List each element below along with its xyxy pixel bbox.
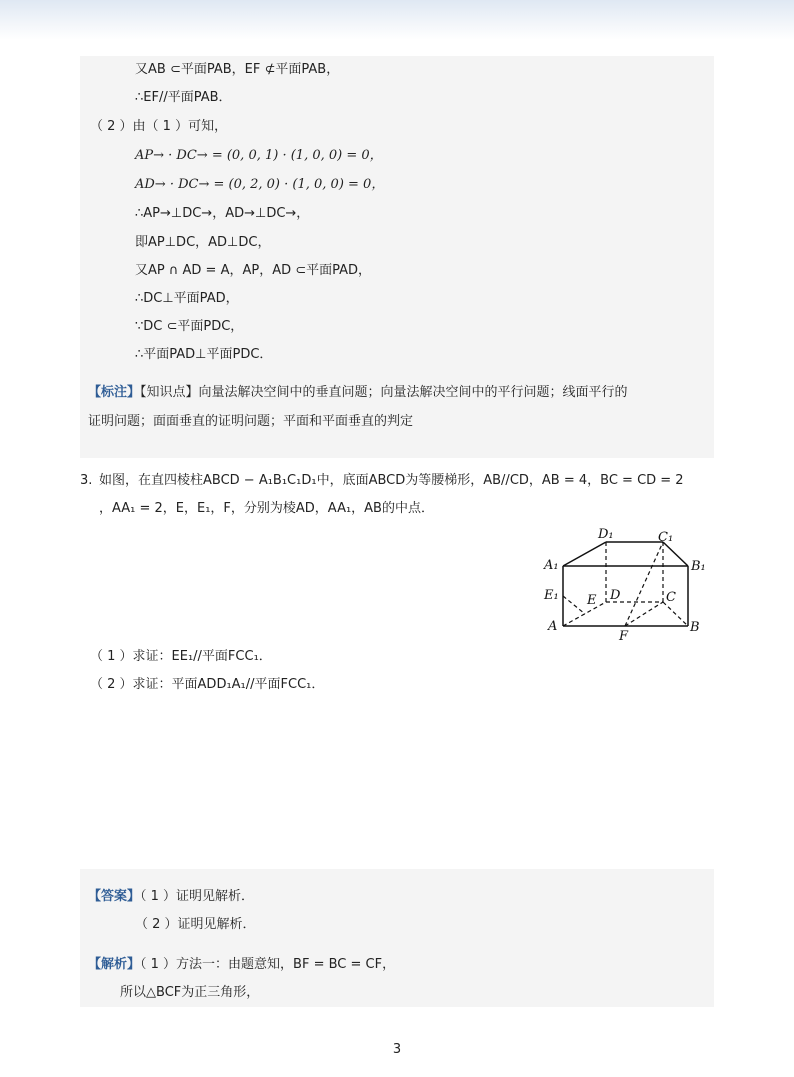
- label-B: B: [690, 620, 700, 635]
- label-E: E: [587, 593, 597, 608]
- solution-line: AP→ · DC→ = (0, 0, 1) · (1, 0, 0) = 0，: [135, 148, 383, 163]
- label-E1: E₁: [544, 588, 559, 603]
- answer-text-1: （ 1 ）证明见解析．: [140, 889, 255, 904]
- note-line-2: 证明问题；面面垂直的证明问题；平面和平面垂直的判定: [88, 414, 414, 429]
- note-text: 【知识点】向量法解决空间中的垂直问题；向量法解决空间中的平行问题；线面平行的: [140, 385, 628, 400]
- question-part-1: （ 1 ）求证：EE₁//平面FCC₁．: [90, 649, 272, 664]
- analysis-line: [88, 955, 395, 975]
- analysis-text-2: 所以△BCF为正三角形，: [120, 985, 260, 1000]
- note-line: [88, 383, 628, 403]
- answer-text-2: （ 2 ）证明见解析．: [135, 917, 256, 932]
- label-C: C: [666, 590, 676, 605]
- label-F: F: [619, 629, 629, 644]
- solution-line: AD→ · DC→ = (0, 2, 0) · (1, 0, 0) = 0，: [135, 177, 385, 192]
- solution-line: ∴EF//平面PAB．: [135, 90, 232, 105]
- answer-block: [80, 869, 714, 1007]
- note-tag: 【标注】: [88, 385, 141, 400]
- solution-line: ∵DC ⊂平面PDC，: [135, 319, 244, 334]
- solution-line: 又AB ⊂平面PAB，EF ⊄平面PAB，: [135, 62, 340, 77]
- prism-figure: [538, 522, 718, 647]
- answer-line: [88, 887, 254, 907]
- label-A1: A₁: [544, 558, 559, 573]
- label-C1: C₁: [658, 530, 674, 545]
- solution-line: ∴DC⊥平面PAD，: [135, 291, 239, 306]
- label-A: A: [548, 619, 558, 634]
- solution-line: ∴平面PAD⊥平面PDC．: [135, 347, 273, 362]
- solution-line: 即AP⊥DC，AD⊥DC，: [135, 235, 271, 250]
- solution-line: ∴AP→⊥DC→，AD→⊥DC→，: [135, 206, 310, 221]
- label-D1: D₁: [598, 527, 614, 542]
- solution-line: 又AP ∩ AD = A，AP，AD ⊂平面PAD，: [135, 263, 372, 278]
- label-D: D: [610, 588, 621, 603]
- question-number: 3.: [80, 473, 93, 488]
- header-band: [0, 0, 794, 40]
- question-line-2: ，AA₁ = 2，E，E₁，F，分别为棱AD，AA₁，AB的中点．: [99, 501, 434, 516]
- question-part-2: （ 2 ）求证：平面ADD₁A₁//平面FCC₁．: [90, 677, 325, 692]
- analysis-text-1: （ 1 ）方法一：由题意知，BF = BC = CF，: [140, 957, 396, 972]
- answer-tag: 【答案】: [88, 889, 141, 904]
- question-line-1: 如图，在直四棱柱ABCD − A₁B₁C₁D₁中，底面ABCD为等腰梯形，AB//CD，AB = 4，BC = CD = 2: [99, 473, 684, 488]
- solution-block: [80, 56, 714, 458]
- analysis-tag: 【解析】: [88, 957, 141, 972]
- page-number: 3: [392, 1042, 402, 1057]
- label-B1: B₁: [691, 559, 706, 574]
- solution-line: （ 2 ）由（ 1 ）可知，: [90, 119, 228, 134]
